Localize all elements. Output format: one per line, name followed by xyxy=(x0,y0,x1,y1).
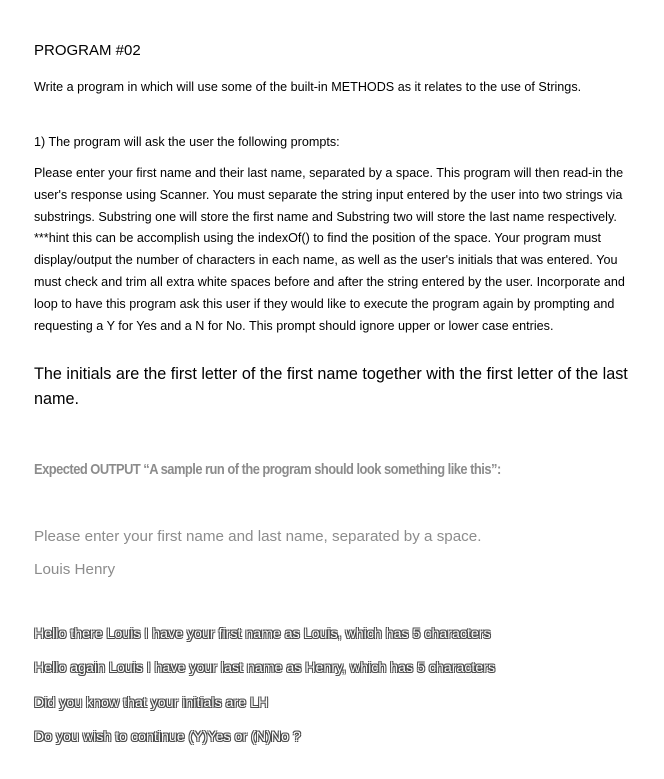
output-line-last-name: Hello again Louis I have your last name as Henry, which has 5 characters xyxy=(34,660,496,676)
expected-output-heading: Expected OUTPUT “A sample run of the program should look something like this”: xyxy=(34,461,501,478)
instructions-paragraph: Please enter your first name and their last name, separated by a space. This program will then read-in the user's response using Scanner. You must separate the string input entered by the user into two strings via substrings. Substring one will store the first name and Substring two will store the last name respectively. ***hint this can be accomplish using the indexOf() to find the position of the space. Your program must display/output the number of characters in each name, as well as the user's initials that was entered. You must check and trim all extra white spaces before and after the string entered by the user. Incorporate and loop to have this program ask this user if they would like to execute the program again by prompting and requesting a Y for Yes and a N for No. This prompt should ignore upper or lower case entries. xyxy=(34,166,625,333)
sample-input: Louis Henry xyxy=(34,561,116,578)
sample-prompt: Please enter your first name and last name, separated by a space. xyxy=(34,528,482,545)
step-1-paragraph: 1) The program will ask the user the following prompts: xyxy=(34,135,340,149)
output-line-first-name: Hello there Louis I have your first name as Louis, which has 5 characters xyxy=(34,626,491,642)
program-heading: PROGRAM #02 xyxy=(34,42,141,59)
output-line-continue: Do you wish to continue (Y)Yes or (N)No ? xyxy=(34,729,301,745)
intro-paragraph: Write a program in which will use some of the built-in METHODS as it relates to the use of Strings. xyxy=(34,80,582,94)
initials-paragraph: The initials are the first letter of the first name together with the first letter of the last name. xyxy=(34,365,628,408)
output-line-initials: Did you know that your initials are LH xyxy=(34,695,269,711)
